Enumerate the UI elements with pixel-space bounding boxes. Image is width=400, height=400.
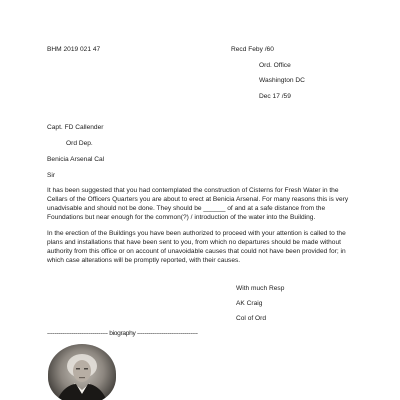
- signature-name: AK Craig: [236, 300, 263, 307]
- reference-number: BHM 2019 021 47: [47, 46, 101, 53]
- salutation: Sir: [47, 172, 56, 179]
- closing-line: With much Resp: [236, 285, 285, 292]
- biography-divider: -------------------------------- biography --------------------------------: [47, 330, 198, 337]
- addressee-department: Ord Dep.: [66, 140, 93, 147]
- office-city: Washington DC: [259, 77, 305, 84]
- letter-date: Dec 17 /59: [259, 92, 291, 100]
- addressee-name: Capt. FD Callender: [47, 124, 104, 131]
- body-paragraph-1: It has been suggested that you had contemplated the construction of Cisterns for Fresh Water in the Cellars of the Officers Quarters you are about to erect at Benicia Arsenal. For many reasons this is very unadvisable and should not be done. They should be ______ of and at a safe distance from the Foundations but near enough for the common(?) / introduction of the water into the Building.: [47, 187, 349, 221]
- received-note: Recd Feby /60: [231, 46, 274, 53]
- closing-block: [236, 284, 284, 329]
- portrait-figure: [48, 344, 116, 400]
- body-paragraph-2: In the erection of the Buildings you have been authorized to proceed with your attention is called to the plans and installations that have been sent to you, from which no departures should be made without authority from this office or on account of unavoidable causes that could not have been provided for; in which case alterations will be promptly reported, with their causes.: [47, 230, 346, 264]
- portrait-photo-icon: [48, 344, 116, 400]
- letter-heading-block: [231, 45, 305, 107]
- addressee-location: Benicia Arsenal Cal: [47, 156, 105, 163]
- office-name: Ord. Office: [259, 61, 291, 69]
- signature-title: Col of Ord: [236, 315, 267, 322]
